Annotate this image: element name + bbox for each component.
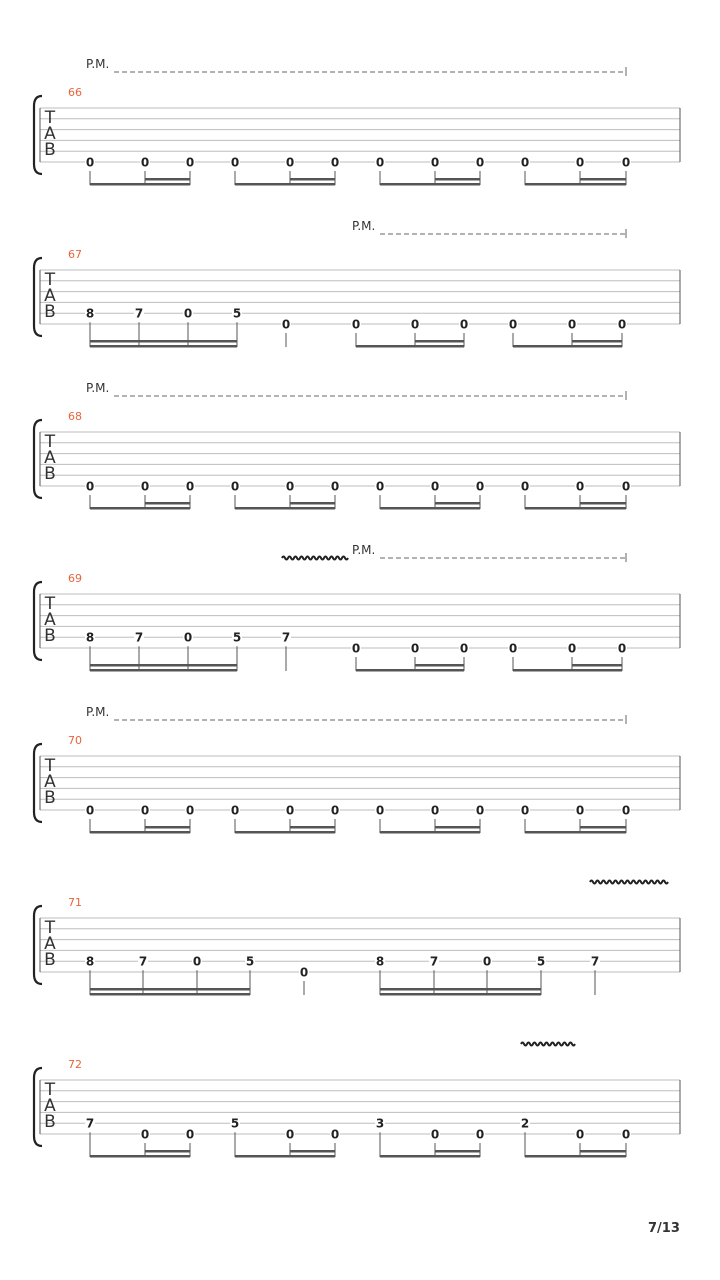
fret-number: 0: [185, 155, 195, 170]
beam-primary: [525, 183, 626, 186]
tab-clef-letter: T: [44, 108, 56, 128]
tab-system-66: [34, 57, 680, 186]
measure-number: 69: [68, 572, 82, 585]
fret-number: 7: [134, 306, 144, 321]
palm-mute-label: P.M.: [352, 543, 376, 557]
beam-primary: [90, 183, 190, 186]
measure-number: 70: [68, 734, 82, 747]
beam-primary: [513, 669, 622, 672]
tab-system-70: [34, 705, 680, 834]
fret-number: 7: [134, 630, 144, 645]
fret-number: 0: [430, 155, 440, 170]
fret-number: 0: [192, 954, 202, 969]
fret-number: 0: [351, 641, 361, 656]
fret-number: 0: [285, 803, 295, 818]
tab-clef-letter: A: [44, 934, 56, 954]
beam-primary: [525, 1155, 626, 1158]
fret-number: 0: [375, 803, 385, 818]
fret-number: 7: [429, 954, 439, 969]
beam-primary: [380, 1155, 480, 1158]
fret-number: 0: [430, 479, 440, 494]
tab-clef-letter: B: [44, 1112, 56, 1132]
beam-secondary: [380, 988, 541, 991]
fret-number: 0: [185, 1127, 195, 1142]
beam-secondary: [145, 1150, 190, 1153]
beam-secondary: [580, 1150, 626, 1153]
fret-number: 0: [140, 155, 150, 170]
beam-primary: [90, 1155, 190, 1158]
fret-number: 0: [299, 965, 309, 980]
beam-secondary: [415, 664, 464, 667]
fret-number: 8: [85, 954, 95, 969]
fret-number: 8: [375, 954, 385, 969]
beam-secondary: [290, 826, 335, 829]
beam-primary: [235, 183, 335, 186]
fret-number: 0: [508, 641, 518, 656]
fret-number: 0: [520, 803, 530, 818]
beam-secondary: [435, 826, 480, 829]
beam-secondary: [435, 178, 480, 181]
beam-secondary: [90, 340, 237, 343]
fret-number: 0: [621, 1127, 631, 1142]
fret-number: 0: [183, 630, 193, 645]
fret-number: 0: [330, 803, 340, 818]
tab-system-71: [34, 881, 680, 996]
tab-clef-letter: T: [44, 918, 56, 938]
fret-number: 7: [85, 1116, 95, 1131]
fret-number: 3: [375, 1116, 385, 1131]
vibrato-mark: [590, 881, 668, 884]
beam-secondary: [572, 340, 622, 343]
palm-mute-label: P.M.: [86, 705, 110, 719]
page-number: 7/13: [648, 1221, 680, 1236]
fret-number: 0: [508, 317, 518, 332]
fret-number: 0: [230, 803, 240, 818]
beam-secondary: [145, 178, 190, 181]
fret-number: 0: [475, 803, 485, 818]
tab-clef-letter: B: [44, 302, 56, 322]
tab-clef-letter: A: [44, 286, 56, 306]
fret-number: 0: [410, 641, 420, 656]
beam-primary: [235, 1155, 335, 1158]
fret-number: 0: [285, 479, 295, 494]
fret-number: 0: [351, 317, 361, 332]
measure-number: 66: [68, 86, 82, 99]
beam-secondary: [290, 178, 335, 181]
fret-number: 0: [140, 479, 150, 494]
beam-secondary: [435, 502, 480, 505]
tab-clef-letter: B: [44, 626, 56, 646]
fret-number: 0: [330, 479, 340, 494]
fret-number: 0: [330, 155, 340, 170]
beam-secondary: [572, 664, 622, 667]
fret-number: 0: [230, 155, 240, 170]
tab-clef-letter: T: [44, 594, 56, 614]
tab-clef-letter: A: [44, 124, 56, 144]
fret-number: 0: [567, 641, 577, 656]
beam-primary: [235, 831, 335, 834]
beam-primary: [356, 345, 464, 348]
fret-number: 0: [285, 1127, 295, 1142]
fret-number: 7: [590, 954, 600, 969]
fret-number: 0: [575, 803, 585, 818]
beam-secondary: [290, 502, 335, 505]
beam-secondary: [435, 1150, 480, 1153]
beam-primary: [380, 507, 480, 510]
tab-clef-letter: T: [44, 432, 56, 452]
beam-primary: [525, 831, 626, 834]
fret-number: 0: [617, 641, 627, 656]
tab-clef-letter: T: [44, 756, 56, 776]
fret-number: 0: [621, 155, 631, 170]
tab-clef-letter: A: [44, 448, 56, 468]
beam-secondary: [580, 178, 626, 181]
beam-primary: [513, 345, 622, 348]
tab-clef-letter: T: [44, 1080, 56, 1100]
fret-number: 0: [281, 317, 291, 332]
beam-primary: [380, 831, 480, 834]
fret-number: 0: [285, 155, 295, 170]
tab-clef-letter: B: [44, 950, 56, 970]
fret-number: 0: [575, 155, 585, 170]
fret-number: 0: [459, 317, 469, 332]
fret-number: 0: [621, 803, 631, 818]
palm-mute-label: P.M.: [86, 57, 110, 71]
tab-system-67: [34, 219, 680, 348]
fret-number: 8: [85, 630, 95, 645]
beam-secondary: [145, 502, 190, 505]
fret-number: 0: [459, 641, 469, 656]
beam-secondary: [90, 988, 250, 991]
fret-number: 0: [430, 803, 440, 818]
palm-mute-label: P.M.: [352, 219, 376, 233]
beam-secondary: [90, 664, 237, 667]
tab-clef-letter: B: [44, 788, 56, 808]
beam-secondary: [145, 826, 190, 829]
vibrato-mark: [521, 1043, 575, 1046]
fret-number: 0: [85, 155, 95, 170]
tab-system-69: [34, 543, 680, 672]
measure-number: 72: [68, 1058, 82, 1071]
fret-number: 0: [621, 479, 631, 494]
beam-secondary: [415, 340, 464, 343]
fret-number: 0: [520, 479, 530, 494]
fret-number: 0: [330, 1127, 340, 1142]
fret-number: 0: [140, 1127, 150, 1142]
palm-mute-label: P.M.: [86, 381, 110, 395]
fret-number: 0: [85, 803, 95, 818]
fret-number: 0: [617, 317, 627, 332]
tab-clef-letter: A: [44, 1096, 56, 1116]
beam-primary: [90, 507, 190, 510]
fret-number: 0: [183, 306, 193, 321]
fret-number: 0: [575, 479, 585, 494]
tab-clef-letter: B: [44, 140, 56, 160]
fret-number: 2: [520, 1116, 530, 1131]
beam-primary: [90, 669, 237, 672]
fret-number: 0: [85, 479, 95, 494]
tab-clef-letter: B: [44, 464, 56, 484]
fret-number: 7: [281, 630, 291, 645]
tab-clef-letter: T: [44, 270, 56, 290]
tab-system-72: [34, 1043, 680, 1158]
vibrato-mark: [282, 557, 348, 560]
fret-number: 0: [375, 155, 385, 170]
fret-number: 0: [140, 803, 150, 818]
beam-secondary: [580, 826, 626, 829]
beam-primary: [90, 345, 237, 348]
beam-primary: [525, 507, 626, 510]
fret-number: 0: [575, 1127, 585, 1142]
beam-secondary: [290, 1150, 335, 1153]
fret-number: 0: [375, 479, 385, 494]
beam-primary: [380, 183, 480, 186]
measure-number: 68: [68, 410, 82, 423]
beam-primary: [356, 669, 464, 672]
beam-primary: [380, 993, 541, 996]
beam-primary: [90, 831, 190, 834]
fret-number: 0: [410, 317, 420, 332]
tab-clef-letter: A: [44, 610, 56, 630]
fret-number: 0: [230, 479, 240, 494]
fret-number: 5: [536, 954, 546, 969]
tab-system-68: [34, 381, 680, 510]
fret-number: 0: [567, 317, 577, 332]
fret-number: 8: [85, 306, 95, 321]
fret-number: 0: [475, 479, 485, 494]
fret-number: 5: [232, 306, 242, 321]
tab-clef-letter: A: [44, 772, 56, 792]
beam-primary: [90, 993, 250, 996]
fret-number: 0: [520, 155, 530, 170]
fret-number: 0: [185, 803, 195, 818]
fret-number: 7: [138, 954, 148, 969]
fret-number: 0: [430, 1127, 440, 1142]
fret-number: 0: [475, 155, 485, 170]
measure-number: 71: [68, 896, 82, 909]
measure-number: 67: [68, 248, 82, 261]
fret-number: 5: [232, 630, 242, 645]
fret-number: 5: [245, 954, 255, 969]
beam-primary: [235, 507, 335, 510]
fret-number: 0: [482, 954, 492, 969]
fret-number: 0: [475, 1127, 485, 1142]
fret-number: 5: [230, 1116, 240, 1131]
fret-number: 0: [185, 479, 195, 494]
beam-secondary: [580, 502, 626, 505]
